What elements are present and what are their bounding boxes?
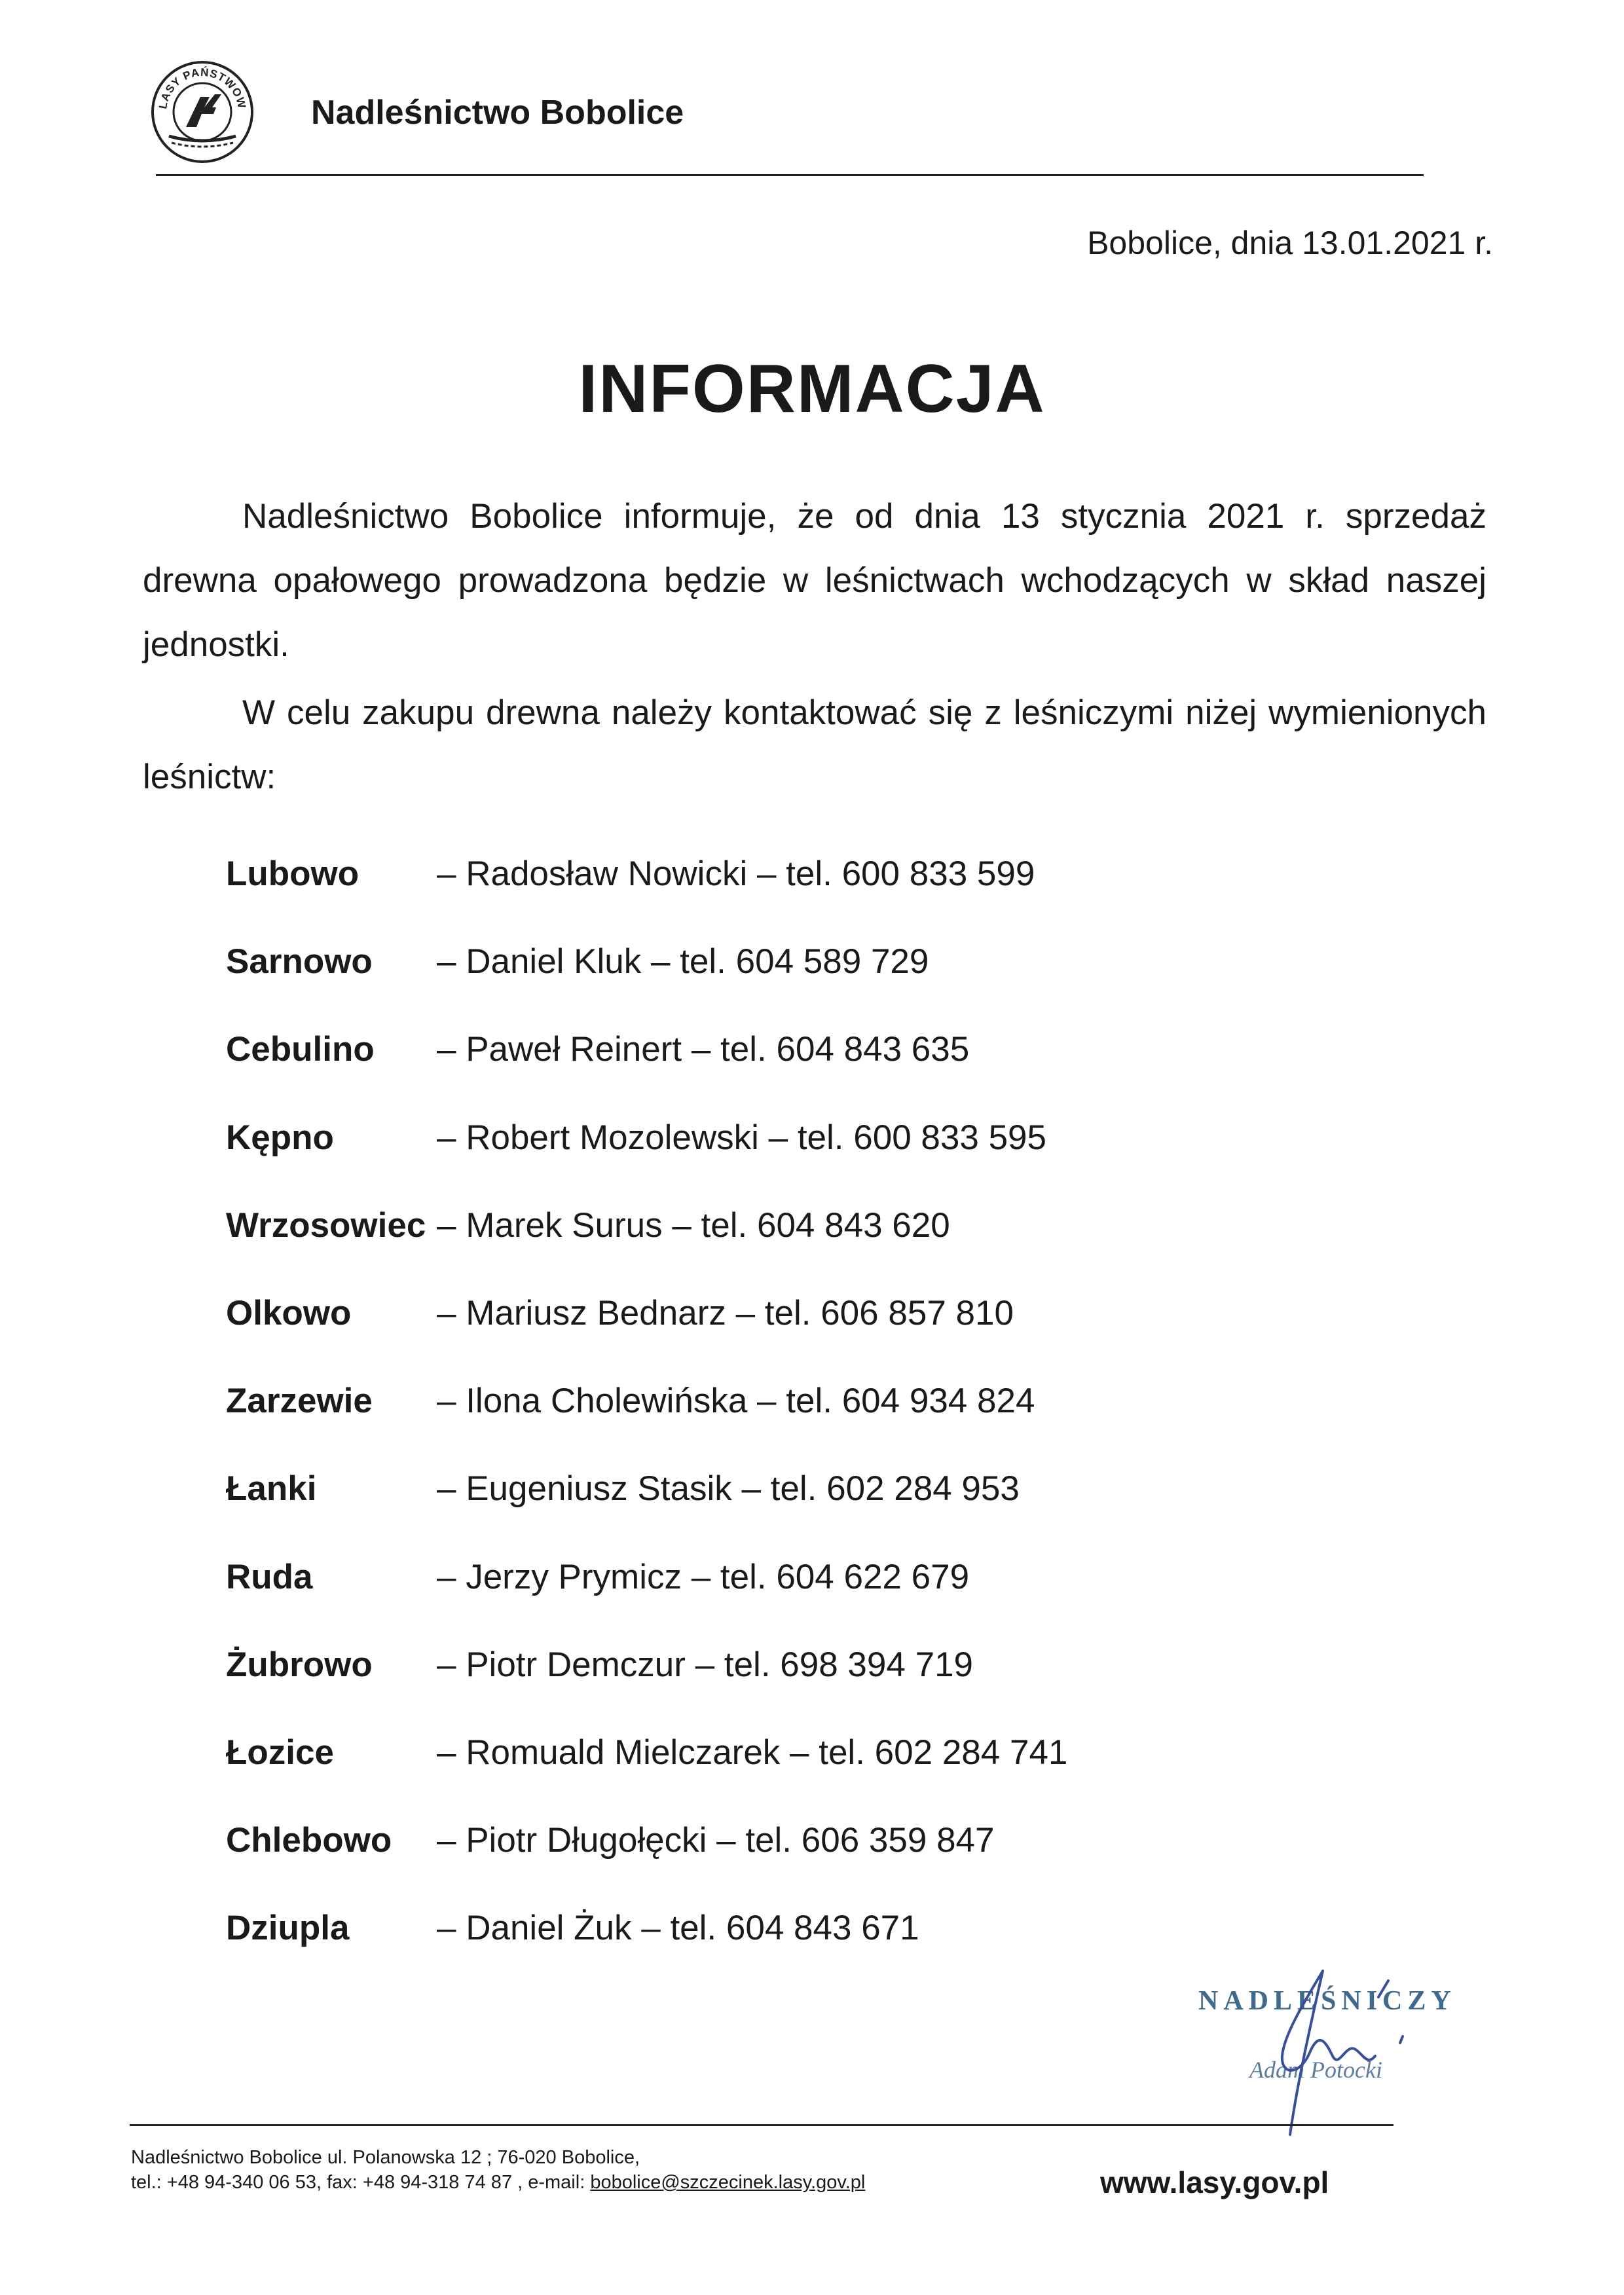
logo-text: LASY PAŃSTWOW bbox=[157, 65, 249, 110]
list-item bbox=[226, 1639, 1067, 1727]
forestry-list bbox=[226, 848, 1067, 1990]
forestry-name: Żubrowo bbox=[226, 1645, 373, 1684]
forestry-name: Wrzosowiec bbox=[226, 1205, 426, 1245]
forestry-name: Ruda bbox=[226, 1557, 313, 1596]
list-separator: – bbox=[437, 1118, 466, 1157]
forestry-name: Cebulino bbox=[226, 1030, 375, 1069]
lasy-panstwowe-logo-icon bbox=[149, 59, 255, 165]
forester-contact: Radosław Nowicki – tel. 600 833 599 bbox=[466, 854, 1035, 893]
forester-contact: Ilona Cholewińska – tel. 604 934 824 bbox=[466, 1382, 1035, 1421]
signature-block bbox=[1192, 1945, 1493, 2141]
forester-contact: Piotr Długołęcki – tel. 606 359 847 bbox=[466, 1821, 995, 1860]
list-separator: – bbox=[437, 942, 466, 982]
forestry-name: Zarzewie bbox=[226, 1382, 373, 1421]
footer-phone-fax: tel.: +48 94-340 06 53, fax: +48 94-318 74 87 , e-mail: bbox=[131, 2172, 591, 2193]
signature-title-stamp: NADLEŚNICZY bbox=[1198, 1986, 1456, 2016]
signer-name-stamp: Adam Potocki bbox=[1249, 2057, 1382, 2083]
footer-address bbox=[131, 2145, 865, 2195]
forester-contact: Daniel Żuk – tel. 604 843 671 bbox=[466, 1909, 919, 1948]
forester-contact: Robert Mozolewski – tel. 600 833 595 bbox=[466, 1118, 1046, 1157]
footer-contact-line bbox=[131, 2170, 865, 2195]
forestry-name: Chlebowo bbox=[226, 1821, 392, 1860]
list-separator: – bbox=[437, 1733, 466, 1772]
list-item bbox=[226, 1200, 1067, 1287]
forester-contact: Piotr Demczur – tel. 698 394 719 bbox=[466, 1645, 974, 1684]
list-item bbox=[226, 1287, 1067, 1375]
list-separator: – bbox=[437, 854, 466, 893]
forester-contact: Paweł Reinert – tel. 604 843 635 bbox=[466, 1030, 970, 1069]
list-item bbox=[226, 1023, 1067, 1111]
forestry-name: Łanki bbox=[226, 1469, 317, 1509]
organization-name: Nadleśnictwo Bobolice bbox=[311, 94, 684, 132]
footer-divider bbox=[130, 2124, 1393, 2126]
forester-contact: Marek Surus – tel. 604 843 620 bbox=[466, 1205, 950, 1245]
forester-contact: Mariusz Bednarz – tel. 606 857 810 bbox=[466, 1293, 1014, 1332]
forestry-name: Sarnowo bbox=[226, 942, 373, 982]
list-separator: – bbox=[437, 1293, 466, 1332]
list-separator: – bbox=[437, 1821, 466, 1860]
document-title: INFORMACJA bbox=[578, 351, 1046, 427]
forestry-name: Lubowo bbox=[226, 854, 360, 893]
list-separator: – bbox=[437, 1382, 466, 1421]
forester-contact: Jerzy Prymicz – tel. 604 622 679 bbox=[466, 1557, 970, 1596]
footer-website-link[interactable]: www.lasy.gov.pl bbox=[1100, 2165, 1329, 2199]
list-separator: – bbox=[437, 1909, 466, 1948]
footer-address-line: Nadleśnictwo Bobolice ul. Polanowska 12 ; 76-020 Bobolice, bbox=[131, 2147, 640, 2168]
forestry-name: Dziupla bbox=[226, 1909, 350, 1948]
intro-paragraph: Nadleśnictwo Bobolice informuje, że od dnia 13 stycznia 2021 r. sprzedaż drewna opałowego prowadzona będzie w leśnictwach wchodzących w skład naszej jednostki. bbox=[143, 497, 1486, 664]
handwritten-signature-icon bbox=[1192, 1945, 1493, 2141]
list-separator: – bbox=[437, 1557, 466, 1596]
footer-email-link[interactable]: bobolice@szczecinek.lasy.gov.pl bbox=[590, 2172, 866, 2193]
list-separator: – bbox=[437, 1205, 466, 1245]
forestry-name: Kępno bbox=[226, 1118, 334, 1157]
contact-paragraph: W celu zakupu drewna należy kontaktować się z leśniczymi niżej wymienionych leśnictw: bbox=[143, 693, 1486, 796]
list-item bbox=[226, 1814, 1067, 1902]
list-separator: – bbox=[437, 1030, 466, 1069]
list-separator: – bbox=[437, 1645, 466, 1684]
forestry-name: Olkowo bbox=[226, 1293, 352, 1332]
forestry-name: Łozice bbox=[226, 1733, 334, 1772]
list-item bbox=[226, 1375, 1067, 1463]
forester-contact: Romuald Mielczarek – tel. 602 284 741 bbox=[466, 1733, 1068, 1772]
forester-contact: Daniel Kluk – tel. 604 589 729 bbox=[466, 942, 929, 982]
list-item bbox=[226, 1551, 1067, 1639]
list-item bbox=[226, 1902, 1067, 1990]
forester-contact: Eugeniusz Stasik – tel. 602 284 953 bbox=[466, 1469, 1020, 1509]
list-item bbox=[226, 848, 1067, 936]
list-item bbox=[226, 1112, 1067, 1200]
list-item bbox=[226, 1463, 1067, 1551]
list-separator: – bbox=[437, 1469, 466, 1509]
document-date: Bobolice, dnia 13.01.2021 r. bbox=[1087, 225, 1493, 261]
header-divider bbox=[156, 174, 1424, 176]
list-item bbox=[226, 936, 1067, 1023]
list-item bbox=[226, 1727, 1067, 1814]
